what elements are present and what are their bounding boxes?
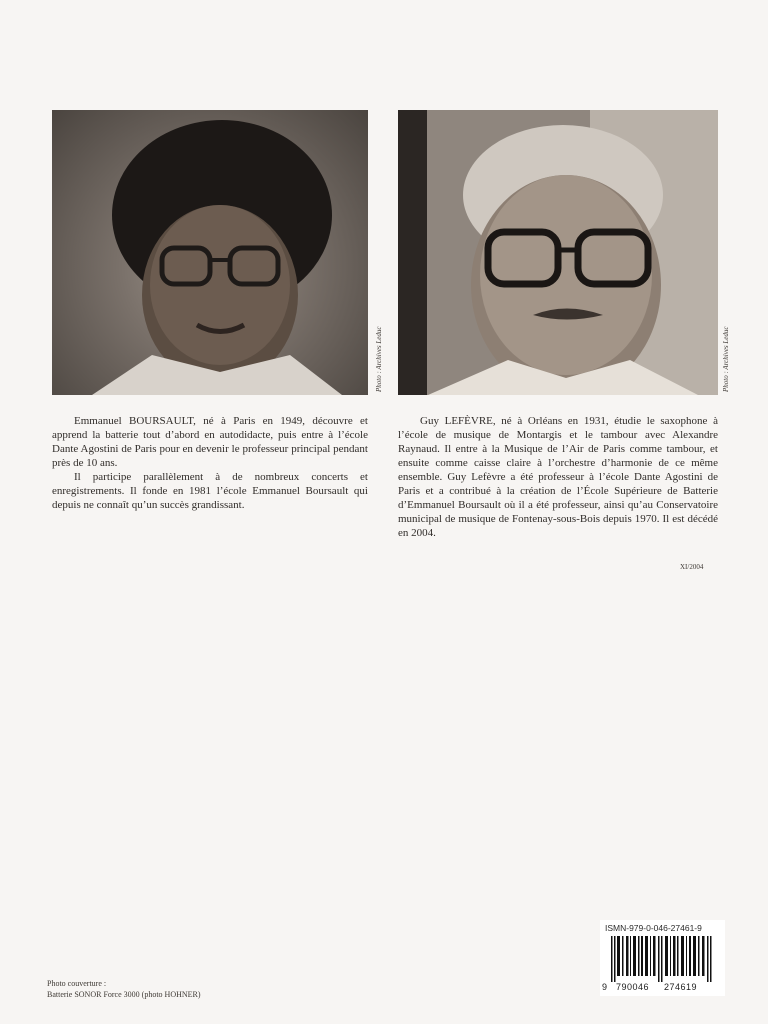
edition-date: XI/2004 [680, 563, 704, 571]
cover-photo-credit [47, 978, 201, 1000]
barcode-digit-group: 274619 [664, 982, 698, 992]
barcode-block [600, 920, 725, 996]
biography-guy-lefevre [398, 414, 718, 540]
biography-emmanuel-boursault [52, 414, 368, 512]
bio-paragraph: Emmanuel BOURSAULT, né à Paris en 1949, découvre et apprend la batterie tout d’abord en autodidacte, puis entre à l’école Dante Agostini de Paris pour en devenir le professeur principal pendant près de 10 ans. [52, 415, 368, 469]
photo-credit-right: Photo : Archives Leduc [722, 326, 730, 392]
bio-paragraph: Il participe parallèlement à de nombreux concerts et enregistrements. Il fonde en 1981 l’école Emmanuel Boursault qui depuis ne connaît qu’un succès grandissant. [52, 471, 368, 511]
portrait-illustration [52, 110, 368, 395]
portrait-photo-emmanuel-boursault [52, 110, 368, 395]
portrait-illustration [398, 110, 718, 395]
ismn-number: ISMN-979-0-046-27461-9 [605, 923, 702, 933]
portrait-photo-guy-lefevre [398, 110, 718, 395]
barcode-digit-group: 790046 [616, 982, 650, 992]
photo-credit-left: Photo : Archives Leduc [375, 326, 383, 392]
barcode-icon [605, 936, 720, 982]
cover-credit-line: Photo couverture : [47, 979, 107, 988]
cover-credit-line: Batterie SONOR Force 3000 (photo HOHNER) [47, 990, 201, 999]
bio-paragraph: Guy LEFÈVRE, né à Orléans en 1931, étudie le saxophone à l’école de musique de Montargis et le tambour avec Alexandre Raynaud. Il entre à la Musique de l’Air de Paris comme tambour, et ensuite comme caisse claire à l’orchestre d’harmonie de ce même ensemble. Guy Lefèvre a été professeur à l’école Dante Agostini de Paris et a contribué à la création de l’École Supérieure de Batterie d’Emmanuel Boursault où il a été professeur, ainsi qu’au Conservatoire municipal de musique de Fontenay-sous-Bois depuis 1970. Il est décédé en 2004. [398, 415, 718, 539]
barcode-digit-prefix: 9 [602, 982, 608, 992]
